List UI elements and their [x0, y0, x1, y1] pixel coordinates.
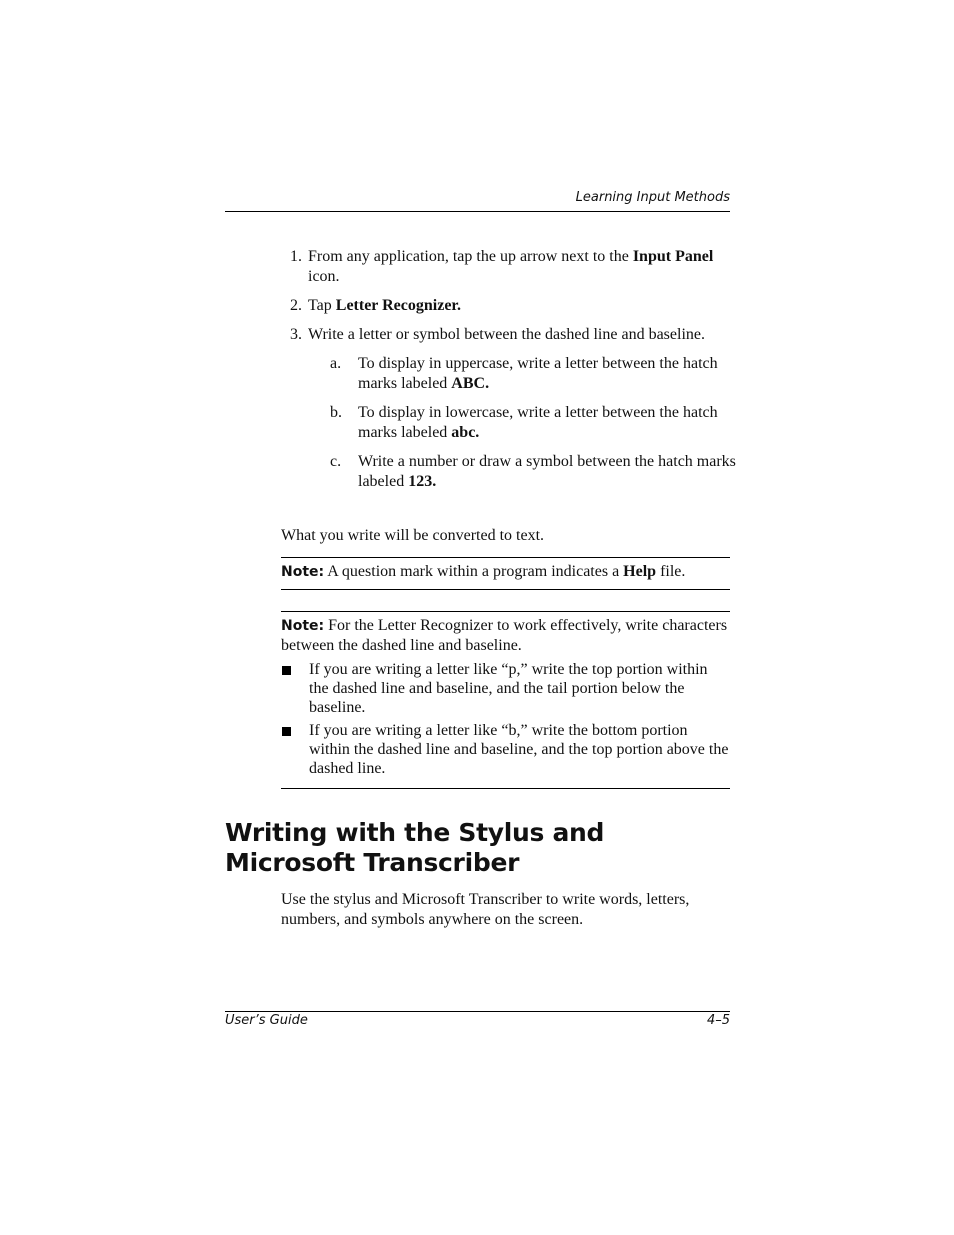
substep-letter: c. [330, 453, 342, 470]
section-heading [225, 818, 730, 878]
running-header: Learning Input Methods [575, 190, 730, 205]
bullet-text: If you are writing a letter like “p,” write the top portion within the dashed line and baseline, and the tail portion below the baseline. [309, 661, 708, 716]
section-body: Use the stylus and Microsoft Transcriber to write words, letters, numbers, and symbols anywhere on the screen. [281, 891, 690, 928]
step-text: Tap [308, 297, 336, 314]
note-text-tail: file. [656, 563, 686, 580]
note-text: A question mark within a program indicates a [324, 563, 624, 580]
note-top-rule [281, 557, 730, 558]
section-heading-line: Microsoft Transcriber [225, 848, 520, 877]
bullet-item [281, 660, 730, 717]
substep-bold-text: 123. [408, 473, 437, 490]
step-item [286, 325, 736, 492]
bullet-text: If you are writing a letter like “b,” write the bottom portion within the dashed line and baseline, and the top portion above the dashed line. [309, 722, 729, 777]
page-number: 4–5 [706, 1013, 730, 1028]
substep-text: To display in uppercase, write a letter between the hatch marks labeled [358, 355, 718, 392]
step-item [286, 296, 730, 316]
footer-guide-title: User’s Guide [225, 1013, 308, 1028]
note-label: Note: [281, 564, 325, 580]
substep-letter: b. [330, 404, 342, 421]
section-heading-line: Writing with the Stylus and [225, 818, 605, 847]
step-list [286, 247, 736, 501]
note-text: For the Letter Recognizer to work effectively, write characters between the dashed line and baseline. [281, 617, 728, 654]
substep-text: To display in lowercase, write a letter between the hatch marks labeled [358, 404, 718, 441]
substep-list [330, 354, 752, 492]
note-label: Note: [281, 618, 325, 634]
substep-item [330, 452, 752, 492]
footer-rule [225, 1011, 730, 1012]
step-number: 3. [290, 326, 302, 343]
step-number: 1. [290, 248, 302, 265]
square-bullet-icon [282, 727, 291, 736]
step-item [286, 247, 730, 287]
substep-letter: a. [330, 355, 342, 372]
substep-bold-text: ABC. [451, 375, 490, 392]
step-text: Write a letter or symbol between the dashed line and baseline. [308, 326, 705, 343]
substep-text: Write a number or draw a symbol between the hatch marks labeled [358, 453, 736, 490]
note-bottom-rule [281, 788, 730, 789]
result-text: What you write will be converted to text. [281, 527, 545, 544]
note-bold-text: Help [623, 563, 657, 580]
step-number: 2. [290, 297, 302, 314]
bullet-item [281, 721, 730, 778]
note-help [281, 562, 730, 582]
substep-item [330, 354, 752, 394]
note-letter-recognizer [281, 616, 730, 782]
note-paragraph [281, 616, 730, 656]
bullet-list [281, 660, 730, 778]
substep-bold-text: abc. [451, 424, 480, 441]
step-bold-text: Letter Recognizer. [335, 297, 462, 314]
step-text-tail: icon. [308, 268, 340, 285]
substep-item [330, 403, 752, 443]
square-bullet-icon [282, 666, 291, 675]
note-top-rule [281, 611, 730, 612]
note-bottom-rule [281, 589, 730, 590]
step-bold-text: Input Panel [632, 248, 714, 265]
step-text: From any application, tap the up arrow next to the [308, 248, 633, 265]
header-rule [225, 211, 730, 212]
